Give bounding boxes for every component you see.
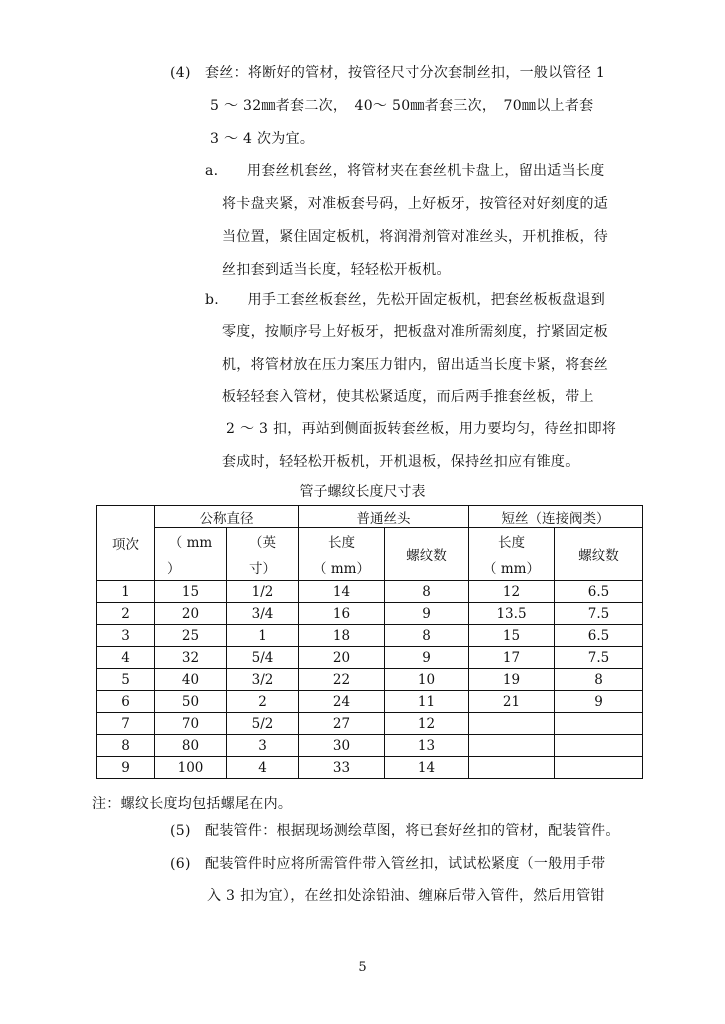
- item-a-line-3: 当位置，紧住固定板机，将润滑剂管对准丝头，开机推板，待: [222, 229, 609, 245]
- cell-normal-threads: 9: [385, 647, 469, 669]
- item-b-line-5: 2 ～ 3 扣，再站到侧面扳转套丝板，用力要均匀，待丝扣即将: [226, 421, 617, 437]
- cell-item-no: 2: [97, 603, 155, 625]
- cell-short-length: [469, 713, 555, 735]
- cell-normal-threads: 12: [385, 713, 469, 735]
- table-row: [97, 713, 643, 735]
- cell-nominal-mm: 40: [155, 669, 227, 691]
- cell-item-no: 5: [97, 669, 155, 691]
- header-threads: 螺纹数: [385, 528, 469, 581]
- cell-normal-length: 24: [299, 691, 385, 713]
- para-5: (5) 配装管件：根据现场测绘草图，将已套好丝扣的管材，配装管件。: [170, 823, 620, 839]
- table-row: [97, 625, 643, 647]
- thread-length-table: [96, 505, 643, 779]
- cell-normal-threads: 9: [385, 603, 469, 625]
- header-normal: 普通丝头: [299, 506, 469, 528]
- table-row: [97, 669, 643, 691]
- cell-item-no: 1: [97, 581, 155, 603]
- cell-normal-length: 20: [299, 647, 385, 669]
- table-row: [97, 647, 643, 669]
- cell-short-threads: 6.5: [555, 581, 643, 603]
- cell-short-threads: 8: [555, 669, 643, 691]
- cell-normal-length: 30: [299, 735, 385, 757]
- cell-nominal-inch: 5/2: [227, 713, 299, 735]
- cell-item-no: 4: [97, 647, 155, 669]
- table-row: [97, 691, 643, 713]
- item-b-line-3: 机，将管材放在压力案压力钳内，留出适当长度卡紧，将套丝: [222, 357, 609, 373]
- cell-normal-length: 16: [299, 603, 385, 625]
- cell-short-length: [469, 757, 555, 779]
- cell-item-no: 7: [97, 713, 155, 735]
- cell-nominal-inch: 1/2: [227, 581, 299, 603]
- header-length-unit: （ mm）: [299, 554, 385, 581]
- cell-nominal-mm: 20: [155, 603, 227, 625]
- header-item: 项次: [97, 506, 155, 581]
- header-inch-b: 寸）: [227, 554, 299, 581]
- cell-normal-length: 27: [299, 713, 385, 735]
- item-a-line-2: 将卡盘夹紧，对准板套号码，上好板牙，按管径对好刻度的适: [222, 196, 609, 212]
- item-b-line-2: 零度，按顺序号上好板牙，把板盘对准所需刻度，拧紧固定板: [222, 324, 609, 340]
- cell-normal-length: 22: [299, 669, 385, 691]
- para-4-line-2: 5 ～ 32㎜者套二次， 40～ 50㎜者套三次， 70㎜以上者套: [210, 98, 594, 114]
- cell-normal-length: 14: [299, 581, 385, 603]
- cell-nominal-mm: 80: [155, 735, 227, 757]
- cell-nominal-inch: 3/4: [227, 603, 299, 625]
- cell-short-threads: 9: [555, 691, 643, 713]
- cell-nominal-inch: 3: [227, 735, 299, 757]
- item-a-line-4: 丝扣套到适当长度，轻轻松开板机。: [222, 262, 451, 278]
- cell-normal-threads: 8: [385, 625, 469, 647]
- cell-nominal-inch: 4: [227, 757, 299, 779]
- para-4-line-1: (4) 套丝：将断好的管材，按管径尺寸分次套制丝扣，一般以管径 1: [170, 65, 606, 81]
- cell-normal-threads: 8: [385, 581, 469, 603]
- cell-short-threads: [555, 757, 643, 779]
- cell-short-threads: 6.5: [555, 625, 643, 647]
- cell-nominal-mm: 100: [155, 757, 227, 779]
- cell-nominal-mm: 50: [155, 691, 227, 713]
- cell-normal-threads: 11: [385, 691, 469, 713]
- header-length-2-unit: （ mm）: [469, 554, 555, 581]
- para-4-line-3: 3 ～ 4 次为宜。: [210, 131, 315, 147]
- cell-short-length: 13.5: [469, 603, 555, 625]
- cell-short-length: 12: [469, 581, 555, 603]
- cell-nominal-mm: 32: [155, 647, 227, 669]
- table-row: [97, 757, 643, 779]
- cell-nominal-mm: 25: [155, 625, 227, 647]
- header-short: 短丝（连接阀类）: [469, 506, 643, 528]
- header-length-2: 长度: [469, 528, 555, 555]
- cell-nominal-inch: 2: [227, 691, 299, 713]
- header-nominal: 公称直径: [155, 506, 299, 528]
- header-mm-a: （ mm: [155, 528, 227, 555]
- cell-normal-threads: 14: [385, 757, 469, 779]
- cell-short-threads: [555, 735, 643, 757]
- cell-item-no: 3: [97, 625, 155, 647]
- para-6-line-1: (6) 配装管件时应将所需管件带入管丝扣，试试松紧度（一般用手带: [170, 856, 606, 872]
- item-a-line-1: a. 用套丝机套丝，将管材夹在套丝机卡盘上，留出适当长度: [205, 163, 605, 179]
- table-row: [97, 735, 643, 757]
- table-header-row-2: [97, 528, 643, 555]
- header-threads-2: 螺纹数: [555, 528, 643, 581]
- item-b-line-6: 套成时，轻轻松开板机，开机退板，保持丝扣应有锥度。: [222, 454, 580, 470]
- cell-short-length: 19: [469, 669, 555, 691]
- header-length: 长度: [299, 528, 385, 555]
- cell-short-threads: 7.5: [555, 647, 643, 669]
- table-row: [97, 603, 643, 625]
- cell-short-length: [469, 735, 555, 757]
- cell-nominal-inch: 1: [227, 625, 299, 647]
- cell-nominal-mm: 15: [155, 581, 227, 603]
- cell-normal-threads: 13: [385, 735, 469, 757]
- cell-normal-length: 18: [299, 625, 385, 647]
- cell-short-threads: 7.5: [555, 603, 643, 625]
- table-body: [97, 581, 643, 779]
- cell-short-threads: [555, 713, 643, 735]
- para-6-line-2: 入 3 扣为宜），在丝扣处涂铅油、缠麻后带入管件，然后用管钳: [207, 888, 605, 904]
- cell-item-no: 9: [97, 757, 155, 779]
- cell-short-length: 21: [469, 691, 555, 713]
- header-mm-b: ）: [155, 554, 227, 581]
- cell-normal-length: 33: [299, 757, 385, 779]
- table-header-row-1: [97, 506, 643, 528]
- item-b-line-4: 板轻轻套入管材，使其松紧适度，而后两手推套丝板，带上: [222, 389, 594, 405]
- cell-normal-threads: 10: [385, 669, 469, 691]
- table-note: 注：螺纹长度均包括螺尾在内。: [92, 796, 293, 812]
- cell-item-no: 8: [97, 735, 155, 757]
- cell-short-length: 17: [469, 647, 555, 669]
- cell-nominal-inch: 5/4: [227, 647, 299, 669]
- page-number: 5: [358, 960, 367, 975]
- item-b-line-1: b. 用手工套丝板套丝，先松开固定板机，把套丝板板盘退到: [205, 292, 606, 308]
- table-caption: 管子螺纹长度尺寸表: [299, 484, 426, 500]
- cell-short-length: 15: [469, 625, 555, 647]
- cell-nominal-inch: 3/2: [227, 669, 299, 691]
- table-row: [97, 581, 643, 603]
- header-inch-a: （英: [227, 528, 299, 555]
- cell-nominal-mm: 70: [155, 713, 227, 735]
- cell-item-no: 6: [97, 691, 155, 713]
